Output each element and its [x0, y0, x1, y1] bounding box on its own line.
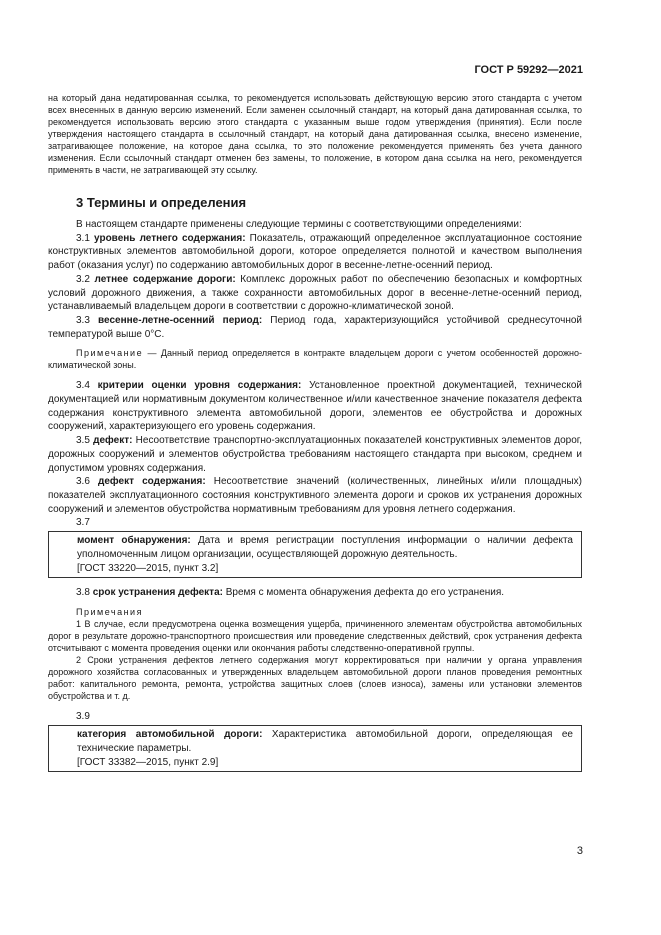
term-name: дефект содержания: — [98, 476, 206, 488]
term-definition: Дата и время регистрации поступления информации о наличии дефекта уполномоченным лицом организации, осуществляющей дорожную деятельность. — [77, 535, 573, 561]
term-3-7 — [77, 534, 573, 561]
term-3-3 — [48, 314, 582, 341]
term-number: 3.8 — [76, 587, 93, 599]
notes-title: Примечания — [76, 607, 143, 618]
term-name: категория автомобильной дороги: — [77, 729, 263, 741]
note-3-3 — [48, 347, 582, 371]
term-3-7-reference: [ГОСТ 33220—2015, пункт 3.2] — [77, 562, 219, 574]
term-3-7-number: 3.7 — [76, 517, 90, 529]
term-name: уровень летнего содержания: — [94, 232, 246, 244]
note-2: 2 Сроки устранения дефектов летнего содержания могут корректироваться при наличии у органа управления дорожного хозяйства согласованных и утвержденных владельцем автомобильной дороги планов проведения ремонтных работ: капитального ремонта, ремонта, устройства защитных слоев (слоев износа), замены или установки элементов обустройства и т. д. — [48, 655, 582, 702]
term-definition: Комплекс дорожных работ по обеспечению безопасных и комфортных условий дорожного движения, а также сохранности автомобильных дорог в весенне-летне-осенний период, устанавливаемый владельцем дороги в соответствии с дорожно-климатической зоной. — [48, 273, 583, 313]
page-number: 3 — [576, 845, 583, 857]
note-label: Примечание — [76, 348, 144, 359]
term-definition: Установленное проектной документацией, технической документацией или нормативным документом количественное и/или качественное значение показателя дефекта содержания конструктивного элемента автомобильной дороги, элементов ее обустройства и дорожных сооружений, характеризующего его уровень содержания. — [48, 380, 582, 433]
term-definition: Несоответствие транспортно-эксплуатационных показателей конструктивных элементов дорог, дорожных сооружений и элементов обустройства требованиям настоящего стандарта при высоком, среднем и допустимом уровнях содержания. — [48, 435, 582, 474]
term-name: срок устранения дефекта: — [92, 587, 223, 599]
term-3-9 — [77, 728, 573, 755]
term-definition: Характеристика автомобильной дороги, определяющая ее технические параметры. — [77, 729, 573, 754]
note-text: — Данный период определяется в контракте владельцем дороги с учетом особенностей дорожно-климатической зоны. — [48, 348, 582, 371]
term-3-9-reference: [ГОСТ 33382—2015, пункт 2.9] — [77, 756, 219, 768]
term-name: момент обнаружения: — [77, 535, 191, 547]
term-3-1 — [48, 232, 582, 273]
term-number: 3.6 — [76, 476, 99, 488]
term-number: 3.4 — [76, 380, 98, 392]
term-3-9-box — [48, 725, 582, 772]
term-name: весенне-летне-осенний период: — [98, 314, 263, 326]
term-number: 3.3 — [76, 314, 99, 326]
term-name: летнее содержание дороги: — [94, 273, 236, 285]
note-1: 1 В случае, если предусмотрена оценка возмещения ущерба, причиненного элементам обустройства автомобильных дорог в результате дорожно-транспортного происшествия или проведение следственных действий, срок устранения дефекта отсчитывают с момента проведения оценки или окончания работы следственно-оперативной группы. — [48, 619, 582, 654]
term-definition: Показатель, отражающий определенное эксплуатационное состояние конструктивных элементов автомобильной дороги, которое определяется полнотой и качеством выполнения работ (оказания услуг) по содержанию автомобильных дорог в весенне-летне-осенний период. — [48, 232, 583, 272]
term-number: 3.1 — [76, 232, 95, 244]
section-title: 3 Термины и определения — [76, 195, 247, 210]
term-3-9-number: 3.9 — [76, 711, 90, 723]
term-name: критерии оценки уровня содержания: — [97, 380, 302, 392]
term-definition: Период года, характеризующийся устойчивой среднесуточной температурой выше 0°С. — [48, 314, 582, 340]
term-definition: Несоответствие значений (количественных, линейных и/или площадных) показателей эксплуатационного состояния конструктивного элемента дороги и сроков их устранения дорожных сооружений и элементов обустройства нормативным требованиям для уровня летнего содержания. — [48, 476, 582, 515]
term-number: 3.2 — [76, 273, 95, 285]
term-number: 3.5 — [76, 435, 94, 447]
term-3-2 — [48, 273, 582, 314]
intro-paragraph: на который дана недатированная ссылка, то рекомендуется использовать действующую версию этого стандарта с учетом всех внесенных в данную версию изменений. Если заменен ссылочный стандарт, на который дана датированная ссылка, то рекомендуется использовать версию этого стандарта с указанным выше годом утверждения (принятия). Если после утверждения настоящего стандарта в ссылочный стандарт, на который дана датированная ссылка, внесено изменение, затрагивающее положение, на которое дана ссылка, то это положение рекомендуется применять без учета данного изменения. Если ссылочный стандарт отменен без замены, то положение, в котором дана ссылка на него, рекомендуется применять в части, не затрагивающей эту ссылку. — [48, 93, 582, 175]
term-3-6 — [48, 475, 582, 516]
page-body — [48, 92, 582, 772]
term-3-7-box — [48, 531, 582, 578]
term-3-8 — [48, 586, 582, 600]
term-definition: Время с момента обнаружения дефекта до его устранения. — [222, 587, 505, 599]
term-name: дефект: — [93, 435, 133, 447]
term-3-4 — [48, 379, 582, 434]
section-lead: В настоящем стандарте применены следующие термины с соответствующими определениями: — [76, 219, 522, 230]
term-3-5 — [48, 434, 582, 475]
document-code: ГОСТ Р 59292—2021 — [474, 64, 583, 76]
